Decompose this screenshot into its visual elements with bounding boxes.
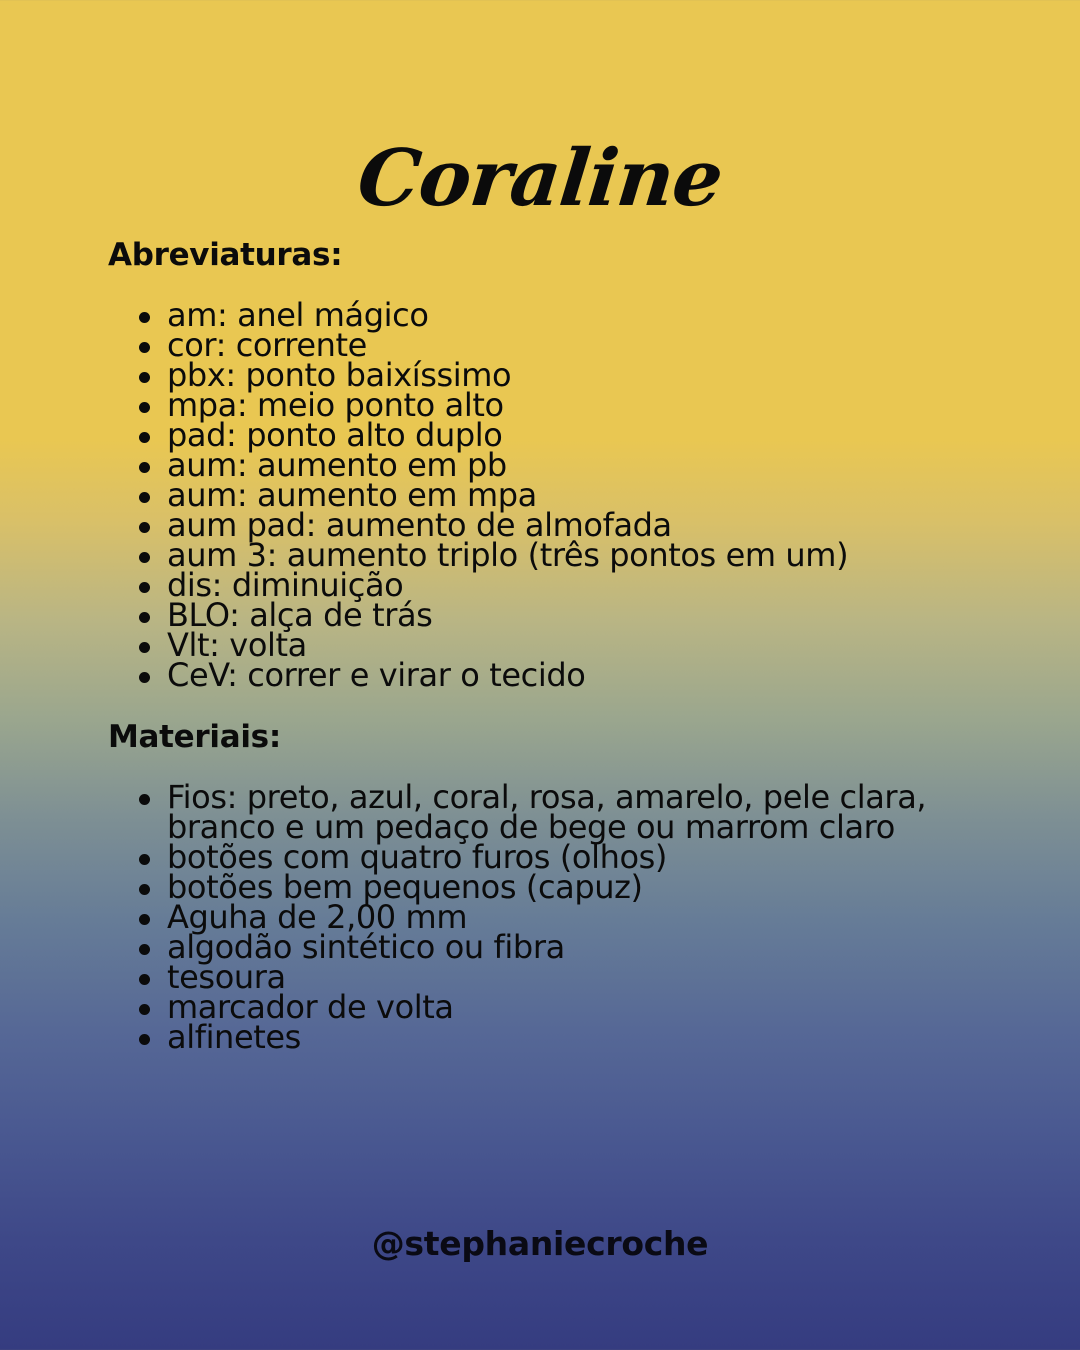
bullet-icon <box>139 432 150 443</box>
list-item: mpa: meio ponto alto <box>136 390 927 420</box>
bullet-icon <box>139 944 150 955</box>
page-title: Coraline <box>353 133 727 225</box>
abbreviations-heading: Abreviaturas: <box>108 237 343 273</box>
list-item: pbx: ponto baixíssimo <box>136 360 927 390</box>
bullet-icon <box>139 854 150 865</box>
bullet-icon <box>139 642 150 653</box>
list-item: Vlt: volta <box>136 630 927 660</box>
list-item: tesoura <box>136 962 927 992</box>
list-item: botões com quatro furos (olhos) <box>136 842 927 872</box>
list-item: pad: ponto alto duplo <box>136 420 927 450</box>
list-item: aum pad: aumento de almofada <box>136 510 927 540</box>
abbreviations-list <box>136 296 927 694</box>
bullet-icon <box>139 312 150 323</box>
list-item: algodão sintético ou fibra <box>136 932 927 962</box>
list-item: aum: aumento em mpa <box>136 480 927 510</box>
bullet-icon <box>139 1034 150 1045</box>
list-item: cor: corrente <box>136 330 927 360</box>
bullet-icon <box>139 462 150 473</box>
bullet-icon <box>139 522 150 533</box>
bullet-icon <box>139 672 150 683</box>
bullet-icon <box>139 884 150 895</box>
bullet-icon <box>139 492 150 503</box>
bullet-icon <box>139 402 150 413</box>
list-item: BLO: alça de trás <box>136 600 927 630</box>
author-handle: @stephaniecroche <box>371 1224 709 1263</box>
bullet-icon <box>139 552 150 563</box>
bullet-icon <box>139 582 150 593</box>
materials-list <box>136 778 927 1056</box>
bullet-icon <box>139 1004 150 1015</box>
list-item: am: anel mágico <box>136 300 927 330</box>
list-item: marcador de volta <box>136 992 927 1022</box>
bullet-icon <box>139 794 150 805</box>
bullet-icon <box>139 914 150 925</box>
list-item: aum: aumento em pb <box>136 450 927 480</box>
list-item: aum 3: aumento triplo (três pontos em um) <box>136 540 927 570</box>
list-item: CeV: correr e virar o tecido <box>136 660 927 690</box>
list-item: botões bem pequenos (capuz) <box>136 872 927 902</box>
bullet-icon <box>139 974 150 985</box>
list-item: alfinetes <box>136 1022 927 1052</box>
list-item: Fios: preto, azul, coral, rosa, amarelo, pele clara, branco e um pedaço de bege ou marrom claro <box>136 782 927 842</box>
bullet-icon <box>139 342 150 353</box>
bullet-icon <box>139 612 150 623</box>
materials-heading: Materiais: <box>108 719 281 755</box>
list-item: Aguha de 2,00 mm <box>136 902 927 932</box>
list-item: dis: diminuição <box>136 570 927 600</box>
bullet-icon <box>139 372 150 383</box>
